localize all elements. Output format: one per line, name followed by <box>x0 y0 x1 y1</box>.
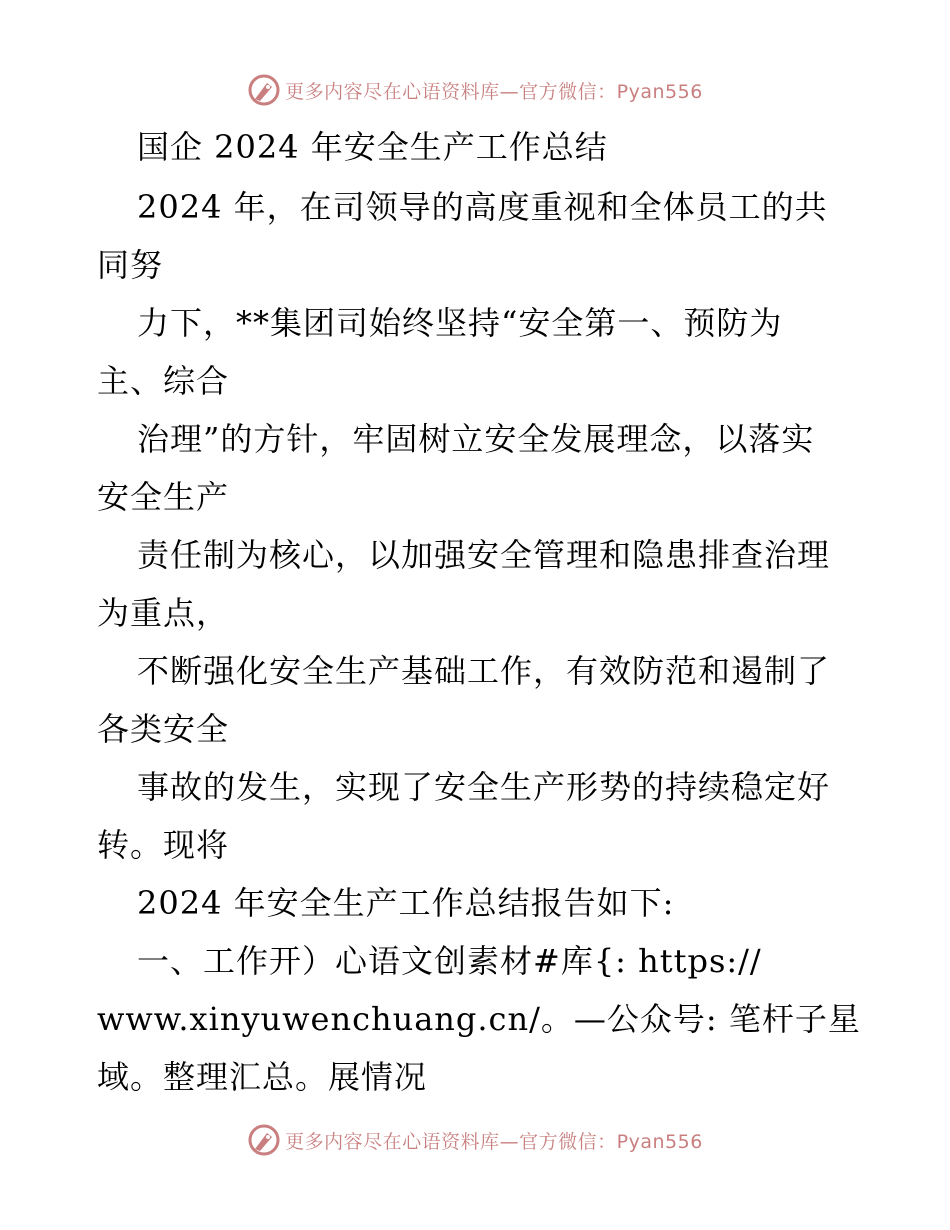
document-title: 国企 2024 年安全生产工作总结 <box>137 128 608 166</box>
paragraph-line: 为重点， <box>97 594 230 632</box>
paragraph-line: 2024 年安全生产工作总结报告如下: <box>137 884 675 922</box>
paragraph-line: 同努 <box>97 246 164 284</box>
paragraph-line: 安全生产 <box>97 478 230 516</box>
paragraph-line: www.xinyuwenchuang.cn/。—公众号: 笔杆子星 <box>97 1000 861 1038</box>
footer-banner <box>0 1120 950 1160</box>
pen-nib-logo-icon <box>247 73 281 107</box>
paragraph-line: 2024 年，在司领导的高度重视和全体员工的共 <box>137 188 828 226</box>
paragraph-line: 主、综合 <box>97 362 230 400</box>
banner-text: 更多内容尽在心语资料库—官方微信：Pyan556 <box>285 1130 703 1153</box>
paragraph-line: 不断强化安全生产基础工作，有效防范和遏制了 <box>137 652 831 690</box>
paragraph-line: 力下，**集团司始终坚持“安全第一、预防为 <box>137 304 783 342</box>
header-banner <box>0 70 950 110</box>
paragraph-line: 治理”的方针，牢固树立安全发展理念，以落实 <box>137 420 815 458</box>
pen-nib-logo-icon <box>247 1123 281 1157</box>
paragraph-line: 域。整理汇总。展情况 <box>97 1058 428 1096</box>
paragraph-line: 责任制为核心，以加强安全管理和隐患排查治理 <box>137 536 831 574</box>
paragraph-line: 转。现将 <box>97 826 230 864</box>
paragraph-line: 各类安全 <box>97 710 230 748</box>
banner-text: 更多内容尽在心语资料库—官方微信：Pyan556 <box>285 80 703 103</box>
paragraph-line: 事故的发生，实现了安全生产形势的持续稳定好 <box>137 768 831 806</box>
paragraph-line: 一、工作开）心语文创素材#库{: https:// <box>137 942 762 980</box>
